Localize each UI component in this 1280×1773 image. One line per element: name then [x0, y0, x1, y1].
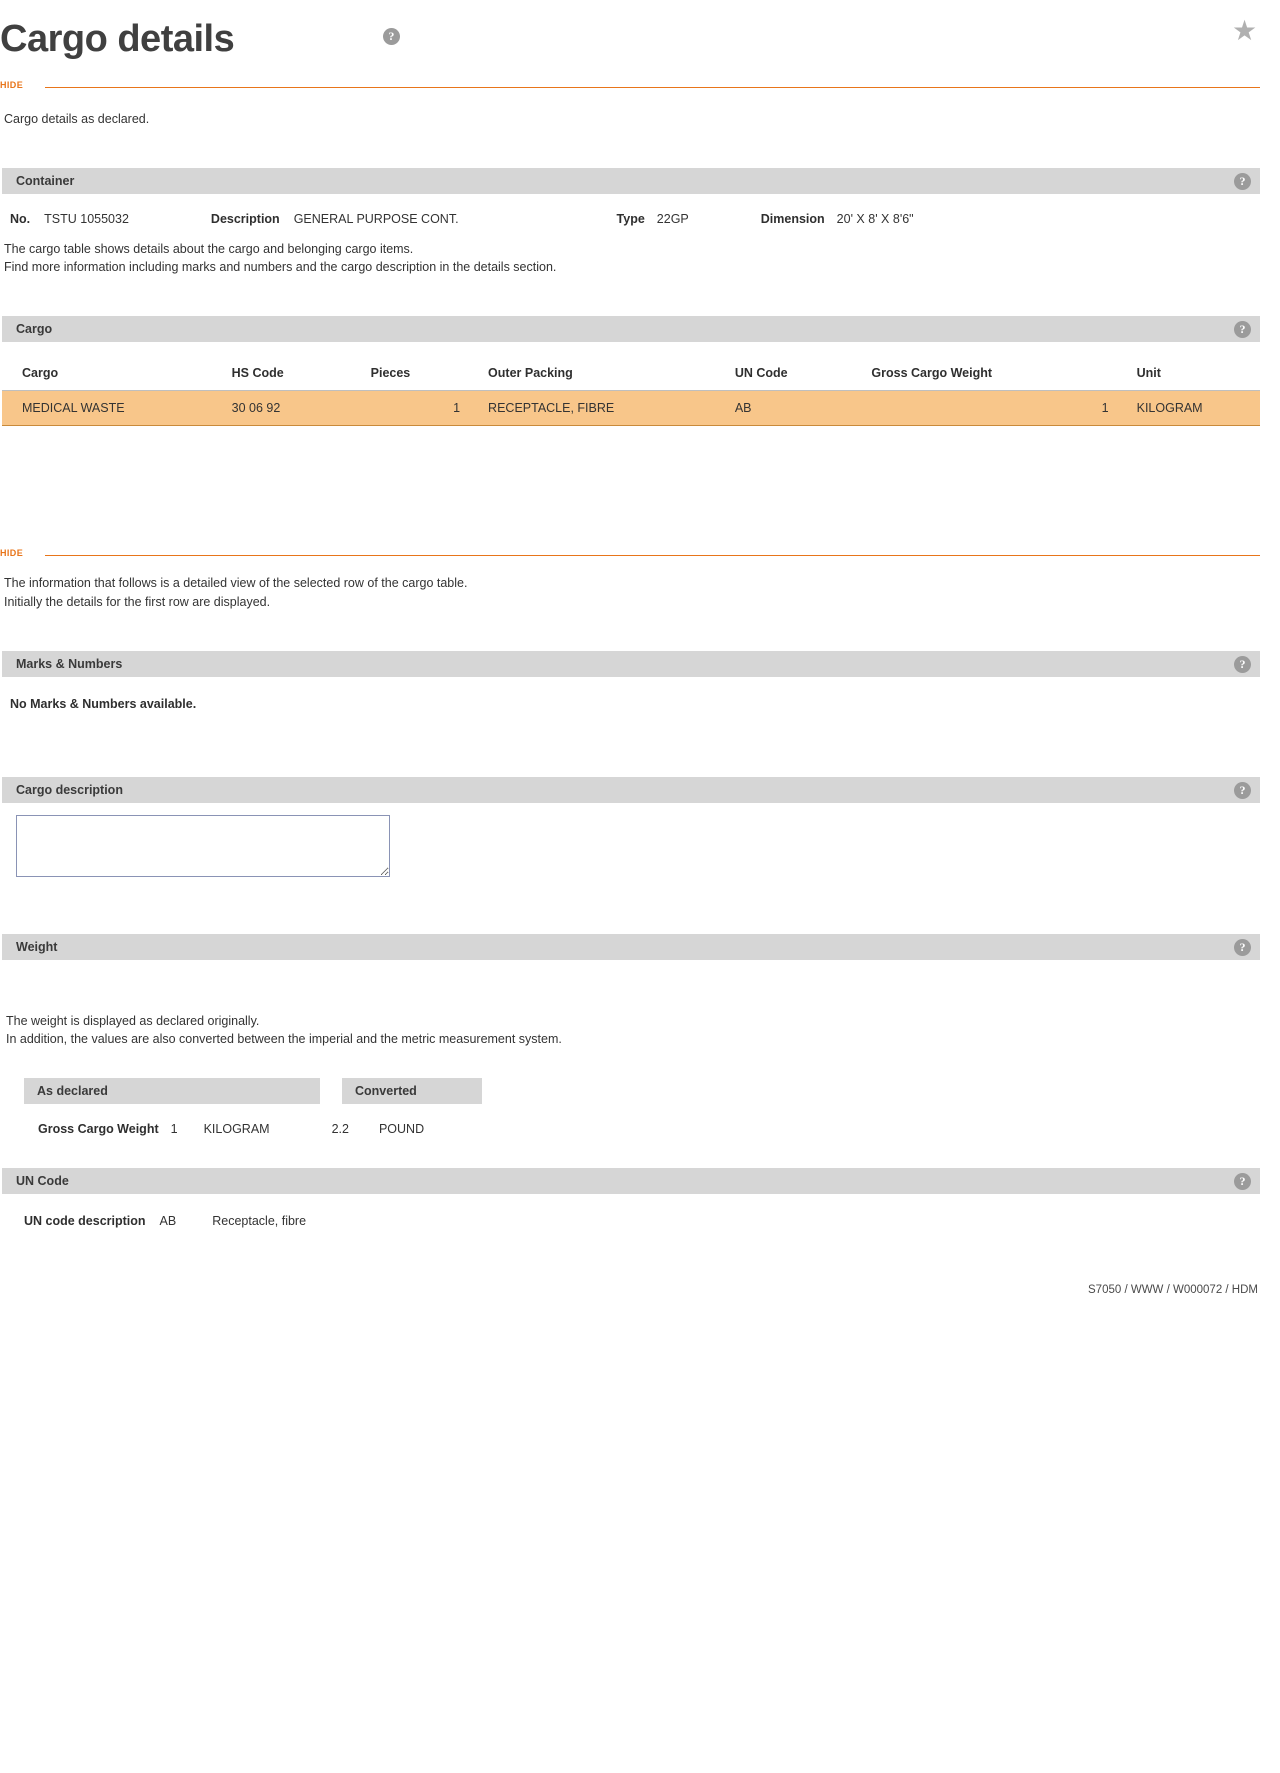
container-help-button[interactable]: [1234, 173, 1251, 190]
column-header-unit[interactable]: Unit: [1115, 354, 1260, 391]
cell-hs-code: 30 06 92: [226, 391, 349, 426]
help-icon: ?: [1234, 1173, 1251, 1190]
cargo-section: [2, 316, 1260, 426]
column-header-gross-cargo-weight[interactable]: Gross Cargo Weight: [857, 354, 1114, 391]
container-section-title: Container: [16, 174, 75, 189]
hide-label: HIDE: [0, 80, 24, 90]
un-help-button[interactable]: [1234, 1173, 1251, 1190]
cargo-help-button[interactable]: [1234, 321, 1251, 338]
help-icon: ?: [1234, 321, 1251, 338]
marks-numbers-section: [2, 651, 1260, 711]
column-header-hs-code[interactable]: HS Code: [226, 354, 349, 391]
table-row[interactable]: [2, 391, 1260, 426]
container-section: [2, 168, 1260, 226]
as-declared-header: As declared: [24, 1078, 320, 1104]
container-description-value: GENERAL PURPOSE CONT.: [293, 212, 459, 227]
container-no-label: No.: [10, 212, 31, 227]
container-dimension-value: 20' X 8' X 8'6": [836, 212, 914, 227]
un-section-title: UN Code: [16, 1173, 69, 1188]
description-section-title: Cargo description: [16, 782, 123, 797]
weight-note: [2, 960, 1260, 1048]
description-help-button[interactable]: [1234, 782, 1251, 799]
footer: [0, 1228, 1280, 1310]
container-description-label: Description: [210, 212, 280, 227]
hide-divider: [45, 555, 1260, 556]
intro-line: Cargo details as declared.: [4, 112, 150, 126]
hide-label: HIDE: [0, 548, 24, 559]
column-header-un-code[interactable]: UN Code: [729, 354, 858, 391]
cell-cargo: MEDICAL WASTE: [2, 391, 226, 426]
spacer: [0, 880, 1280, 934]
spacer: [0, 128, 1280, 168]
weight-help-button[interactable]: [1234, 939, 1251, 956]
detail-line1: The information that follows is a detailed view of the selected row of the cargo table.: [4, 576, 468, 591]
help-icon: ?: [383, 28, 400, 45]
hide-divider: [45, 87, 1260, 88]
container-no-value: TSTU 1055032: [44, 212, 129, 227]
help-icon: ?: [1234, 173, 1251, 190]
weight-row-label: Gross Cargo Weight: [38, 1121, 159, 1136]
detail-line2: Initially the details for the first row are displayed.: [4, 594, 271, 609]
page-title: Cargo details: [0, 18, 235, 60]
hide-toggle-top[interactable]: [0, 80, 1260, 98]
container-fields: [2, 194, 1260, 226]
marks-section-title: Marks & Numbers: [16, 656, 123, 671]
un-section-header: [2, 1168, 1260, 1194]
cell-outer-packing: RECEPTACLE, FIBRE: [466, 391, 729, 426]
table-header-row: [2, 354, 1260, 391]
spacer: [0, 426, 1280, 548]
cargo-description-section: [2, 777, 1260, 880]
column-header-pieces[interactable]: Pieces: [349, 354, 466, 391]
marks-empty-message: No Marks & Numbers available.: [10, 696, 197, 711]
weight-section-title: Weight: [16, 939, 58, 954]
weight-section: [2, 934, 1260, 1136]
un-code-value: AB: [159, 1213, 177, 1228]
cargo-section-header: [2, 316, 1260, 342]
cargo-table-body: [2, 391, 1260, 426]
hide-toggle-details[interactable]: [0, 548, 1260, 566]
un-description-label: UN code description: [24, 1213, 146, 1228]
cargo-table-header: [2, 354, 1260, 391]
column-header-outer-packing[interactable]: Outer Packing: [466, 354, 729, 391]
weight-note-line1: The weight is displayed as declared originally.: [6, 1013, 260, 1028]
cell-unit: KILOGRAM: [1115, 391, 1260, 426]
spacer: [0, 711, 1280, 777]
column-header-cargo[interactable]: Cargo: [2, 354, 226, 391]
un-code-row: [2, 1194, 1260, 1228]
cargo-description-input[interactable]: [16, 815, 390, 877]
container-type-label: Type: [616, 212, 645, 227]
weight-declared-unit: KILOGRAM: [203, 1121, 270, 1136]
cargo-note-line2: Find more information including marks and numbers and the cargo description in the details section.: [4, 260, 557, 275]
spacer: [0, 276, 1280, 316]
cargo-note-line1: The cargo table shows details about the cargo and belonging cargo items.: [4, 242, 414, 257]
cargo-table: [2, 354, 1260, 426]
favorite-star-icon[interactable]: ★: [1232, 15, 1258, 46]
un-description-value: Receptacle, fibre: [212, 1213, 307, 1228]
weight-converted-unit: POUND: [378, 1121, 425, 1136]
container-dimension-label: Dimension: [760, 212, 825, 227]
container-section-header: [2, 168, 1260, 194]
help-icon: ?: [1234, 656, 1251, 673]
converted-header: Converted: [342, 1078, 482, 1104]
cargo-table-note: [0, 226, 1280, 276]
weight-converted-value: 2.2: [331, 1121, 349, 1136]
cell-pieces: 1: [349, 391, 466, 426]
footer-text: S7050 / WWW / W000072 / HDM: [1088, 1283, 1258, 1296]
cell-un-code: AB: [729, 391, 858, 426]
intro-text: [0, 98, 1280, 128]
spacer: [0, 1136, 1280, 1168]
subheader-gap: [320, 1078, 342, 1104]
marks-help-button[interactable]: [1234, 656, 1251, 673]
page-header: [0, 0, 1280, 80]
weight-subheaders: [24, 1078, 1260, 1104]
weight-values-row: [38, 1122, 1260, 1136]
help-icon: ?: [1234, 939, 1251, 956]
help-icon: ?: [1234, 782, 1251, 799]
description-section-header: [2, 777, 1260, 803]
page-help-button[interactable]: [383, 28, 400, 45]
container-type-value: 22GP: [656, 212, 689, 227]
un-code-section: [2, 1168, 1260, 1228]
cell-gross-cargo-weight: 1: [857, 391, 1114, 426]
spacer: [0, 611, 1280, 651]
detail-intro-text: [0, 566, 1280, 610]
weight-section-header: [2, 934, 1260, 960]
cargo-section-title: Cargo: [16, 322, 53, 337]
weight-note-line2: In addition, the values are also converted between the imperial and the metric measurement system.: [6, 1031, 562, 1046]
marks-section-header: [2, 651, 1260, 677]
weight-declared-value: 1: [170, 1121, 178, 1136]
